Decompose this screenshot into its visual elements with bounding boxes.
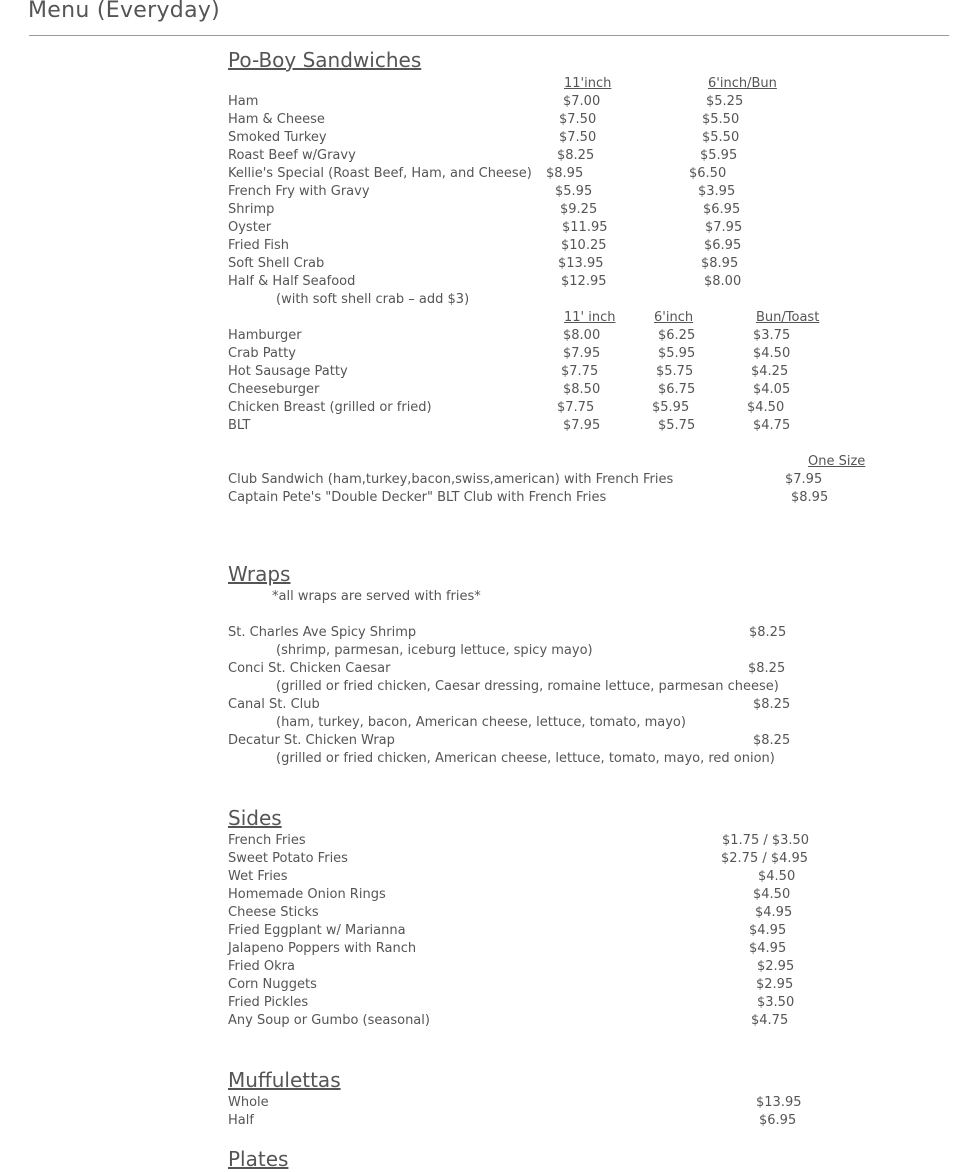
menu-item-price: $7.50 <box>559 112 597 127</box>
menu-item-desc: (ham, turkey, bacon, American cheese, lettuce, tomato, mayo) <box>276 715 686 730</box>
menu-item-name: French Fries <box>228 833 306 848</box>
col-header-6inch: 6'inch <box>654 310 694 325</box>
menu-item-price: $8.95 <box>546 166 584 181</box>
menu-item-name: Any Soup or Gumbo (seasonal) <box>228 1013 430 1028</box>
section-heading-plates: Plates <box>228 1147 289 1171</box>
menu-item-name: Crab Patty <box>228 346 296 361</box>
menu-item-price: $13.95 <box>558 256 604 271</box>
menu-item-price: $3.75 <box>753 328 791 343</box>
menu-item-desc: (grilled or fried chicken, Caesar dressing, romaine lettuce, parmesan cheese) <box>276 679 779 694</box>
menu-item-price: $8.25 <box>753 733 791 748</box>
menu-item-price: $1.75 / $3.50 <box>722 833 810 848</box>
menu-item-price: $7.95 <box>563 418 601 433</box>
menu-item-name: Wet Fries <box>228 869 288 884</box>
menu-item-price: $7.50 <box>559 130 597 145</box>
section-heading-poboy: Po-Boy Sandwiches <box>228 48 422 72</box>
menu-item-price: $8.25 <box>748 661 786 676</box>
menu-item-price: $7.75 <box>557 400 595 415</box>
col-header-11inch: 11' inch <box>564 310 616 325</box>
menu-item-price: $5.75 <box>658 418 696 433</box>
menu-item-name: Whole <box>228 1095 269 1110</box>
menu-item-name: Fried Okra <box>228 959 295 974</box>
menu-item-name: Club Sandwich (ham,turkey,bacon,swiss,american) with French Fries <box>228 472 674 487</box>
col-header-6inch-bun: 6'inch/Bun <box>708 76 777 91</box>
menu-item-price: $10.25 <box>561 238 607 253</box>
menu-item-price: $12.95 <box>561 274 607 289</box>
menu-item-name: Cheese Sticks <box>228 905 319 920</box>
menu-item-name: Shrimp <box>228 202 275 217</box>
menu-item-price: $5.75 <box>656 364 694 379</box>
menu-item-name: St. Charles Ave Spicy Shrimp <box>228 625 417 640</box>
menu-item-name: Ham <box>228 94 259 109</box>
menu-item-price: $11.95 <box>562 220 608 235</box>
menu-item-price: $6.50 <box>689 166 727 181</box>
menu-item-name: Fried Pickles <box>228 995 309 1010</box>
menu-item-price: $9.25 <box>560 202 598 217</box>
menu-item-desc: (grilled or fried chicken, American cheese, lettuce, tomato, mayo, red onion) <box>276 751 775 766</box>
menu-item-name: Corn Nuggets <box>228 977 317 992</box>
menu-item-name: Fried Eggplant w/ Marianna <box>228 923 406 938</box>
menu-item-name: Half <box>228 1113 254 1128</box>
menu-content <box>228 0 928 1171</box>
menu-item-price: $5.25 <box>706 94 744 109</box>
menu-item-price: $7.75 <box>561 364 599 379</box>
menu-item-name: Conci St. Chicken Caesar <box>228 661 391 676</box>
page-title: Menu (Everyday) <box>28 0 221 23</box>
menu-item-price: $2.95 <box>756 977 794 992</box>
menu-item-price: $4.95 <box>755 905 793 920</box>
menu-item-price: $4.75 <box>753 418 791 433</box>
menu-item-price: $6.95 <box>703 202 741 217</box>
menu-item-name: Decatur St. Chicken Wrap <box>228 733 395 748</box>
col-header-one-size: One Size <box>808 454 866 469</box>
menu-item-price: $2.95 <box>757 959 795 974</box>
menu-item-price: $6.75 <box>658 382 696 397</box>
menu-item-price: $4.95 <box>749 941 787 956</box>
menu-item-price: $4.25 <box>751 364 789 379</box>
menu-item-price: $7.95 <box>705 220 743 235</box>
menu-item-price: $8.25 <box>557 148 595 163</box>
menu-item-desc: (shrimp, parmesan, iceburg lettuce, spicy mayo) <box>276 643 593 658</box>
menu-item-price: $6.95 <box>759 1113 797 1128</box>
menu-item-name: Kellie's Special (Roast Beef, Ham, and Cheese) <box>228 166 532 181</box>
col-header-bun-toast: Bun/Toast <box>756 310 820 325</box>
menu-item-name: Ham & Cheese <box>228 112 325 127</box>
menu-item-price: $6.25 <box>658 328 696 343</box>
menu-item-price: $7.00 <box>563 94 601 109</box>
menu-item-name: French Fry with Gravy <box>228 184 370 199</box>
menu-item-price: $5.50 <box>702 130 740 145</box>
menu-item-price: $4.50 <box>758 869 796 884</box>
menu-item-price: $2.75 / $4.95 <box>721 851 809 866</box>
menu-item-name: Half & Half Seafood <box>228 274 356 289</box>
menu-item-price: $8.50 <box>563 382 601 397</box>
menu-item-price: $5.95 <box>555 184 593 199</box>
menu-item-name: BLT <box>228 418 251 433</box>
menu-item-name: Chicken Breast (grilled or fried) <box>228 400 432 415</box>
menu-item-name: Canal St. Club <box>228 697 320 712</box>
menu-item-price: $8.25 <box>753 697 791 712</box>
menu-item-price: $4.75 <box>751 1013 789 1028</box>
section-heading-wraps: Wraps <box>228 562 291 586</box>
menu-item-price: $8.95 <box>791 490 829 505</box>
menu-item-price: $5.95 <box>652 400 690 415</box>
menu-item-price: $8.00 <box>704 274 742 289</box>
menu-item-name: Oyster <box>228 220 272 235</box>
menu-item-name: Captain Pete's "Double Decker" BLT Club with French Fries <box>228 490 607 505</box>
menu-item-name: Fried Fish <box>228 238 290 253</box>
menu-item-price: $4.05 <box>753 382 791 397</box>
menu-item-price: $8.25 <box>749 625 787 640</box>
menu-item-price: $5.95 <box>658 346 696 361</box>
menu-item-price: $8.95 <box>701 256 739 271</box>
menu-item-price: $7.95 <box>563 346 601 361</box>
menu-item-name: Jalapeno Poppers with Ranch <box>228 941 417 956</box>
menu-item-price: $4.50 <box>747 400 785 415</box>
menu-item-price: $8.00 <box>563 328 601 343</box>
menu-item-name: Hot Sausage Patty <box>228 364 348 379</box>
menu-item-price: $5.95 <box>700 148 738 163</box>
menu-item-price: $4.50 <box>753 887 791 902</box>
menu-item-price: $5.50 <box>702 112 740 127</box>
menu-item-price: $7.95 <box>785 472 823 487</box>
menu-item-name: Sweet Potato Fries <box>228 851 348 866</box>
section-heading-muffulettas: Muffulettas <box>228 1068 341 1092</box>
section-heading-sides: Sides <box>228 806 282 830</box>
menu-item-price: $4.95 <box>749 923 787 938</box>
menu-item-note: (with soft shell crab – add $3) <box>276 292 470 307</box>
wraps-note: *all wraps are served with fries* <box>272 589 481 604</box>
menu-item-name: Smoked Turkey <box>228 130 327 145</box>
col-header-11inch: 11'inch <box>564 76 612 91</box>
menu-item-name: Soft Shell Crab <box>228 256 325 271</box>
menu-item-price: $6.95 <box>704 238 742 253</box>
menu-item-price: $3.95 <box>698 184 736 199</box>
menu-item-name: Cheeseburger <box>228 382 320 397</box>
menu-item-price: $4.50 <box>753 346 791 361</box>
menu-item-name: Hamburger <box>228 328 302 343</box>
menu-item-name: Roast Beef w/Gravy <box>228 148 356 163</box>
menu-item-name: Homemade Onion Rings <box>228 887 386 902</box>
menu-item-price: $3.50 <box>757 995 795 1010</box>
menu-item-price: $13.95 <box>756 1095 802 1110</box>
